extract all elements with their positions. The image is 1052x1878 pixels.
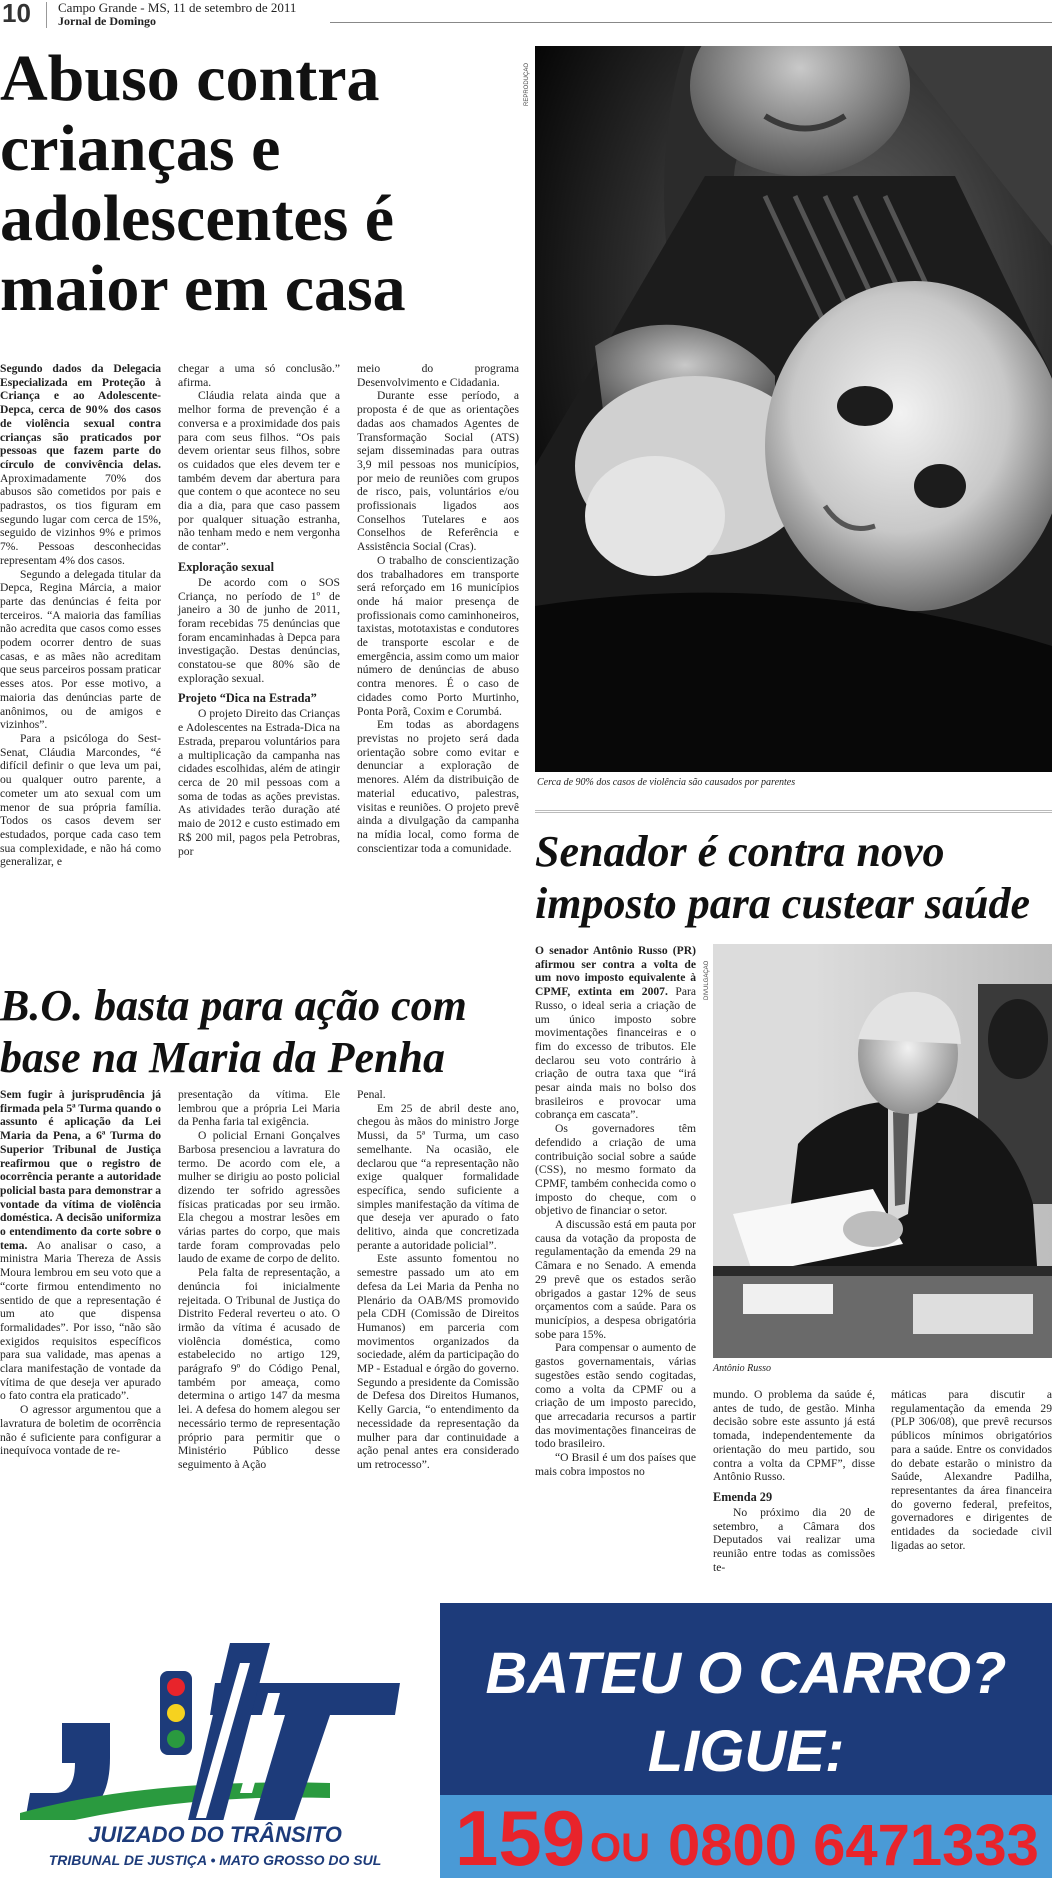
article2-column-2 [178,1088,340,1472]
article3-para: No próximo dia 20 de setembro, a Câmara dos Deputados vai realizar uma reunião entre todas as comissões te- [713,1505,875,1574]
article2-lead: Sem fugir à jurisprudência já firmada pela 5ª Turma quando o assunto é aplicação da Lei Maria da Pena, a 6ª Turma do Superior Tribunal de Justiça reafirmou que o registro de ocorrência perante a autoridade policial basta para demonstrar a vontade da vítima de violência doméstica. A decisão uniformiza o entendimento da corte sobre o tema. [0,1088,161,1252]
ad-graphic [0,1603,1052,1878]
photo2-caption: Antônio Russo [713,1363,772,1374]
photo2-credit: DIVULGAÇÃO [704,960,710,1000]
article1-para: Segundo a delegada titular da Depca, Regina Márcia, a maior parte das denúncias é feita por terceiros. “A maioria das famílias não acredita que casos como esses podem ocorrer dentro de suas casas, e as mães não acreditam que seus parceiros possam praticar esses atos. Por esse motivo, a maioria das denúncias parte de anônimos, ou de amigos e vizinhos”. [0,567,161,732]
photo-child-with-doll [535,46,1052,772]
senator-image [713,944,1052,1358]
article3-para: mundo. O problema da saúde é, antes de tudo, de gestão. Minha decisão sobre este assunto já está tomada, independentemente da orientação do meu partido, sou contra a volta da CPMF”, disse Antônio Russo. [713,1388,875,1484]
headline-senador: Senador é contra novo imposto para custear saúde [535,827,1031,928]
article3-lead: O senador Antônio Russo (PR) afirmou ser contra a volta de um novo imposto equivalente à CPMF, extinta em 2007. [535,944,696,999]
article1-para: Durante esse período, a proposta é de que as orientações dadas aos chamados Agentes de Transformação Social (ATS) sejam disseminadas para outras 3,9 mil pessoas nos municípios, por meio de reuniões com grupos de risco, pais, voluntários e/ou profissionais ligados aos Conselhos Tutelares e aos Conselhos de Referência e Assistência Social (Cras). [357,389,519,554]
article2-para: Pela falta de representação, a denúncia foi inicialmente rejeitada. O Tribunal de Justiça do Distrito Federal reverteu o ato. O irmão da vítima é acusado de violência doméstica, como estabelecido no artigo 129, parágrafo 9º do Código Penal, também por ameaça, como determina o artigo 147 da mesma lei. A defesa do homem alegou ser necessário termo de representação próprio para permitir que o Ministério Público desse seguimento à Ação [178,1266,340,1471]
article2-para: Ao analisar o caso, a ministra Maria Thereza de Assis Moura lembrou em seu voto que a “corte firmou entendimento no sentido de que a representação é um ato que dispensa formalidades”. Por isso, “não são exigidos requisitos específicos para sua validade, mas apenas a clara manifestação de vontade da vítima de que deseja ver apurado o fato contra ela praticado”. [0,1238,161,1403]
ad-logo-subtext: TRIBUNAL DE JUSTIÇA • MATO GROSSO DO SUL [48,1852,382,1868]
article1-column-3 [357,362,519,855]
article3-para: máticas para discutir a regulamentação da emenda 29 (PLP 306/08), que prevê recursos públicos mínimos obrigatórios para a saúde. Entre os convidados do debate estarão o ministro da Saúde, Alexandre Padilha, representantes da área financeira do governo federal, prefeitos, governadores e dirigentes de entidades da sociedade civil ligadas ao setor. [891,1388,1052,1552]
header-rule [330,22,1052,23]
article3-para: Para compensar o aumento de gastos governamentais, várias sugestões estão sendo cogitadas, como a volta da CPMF ou a criação de um imposto parecido, que arrecadaria recursos a partir das movimentações financeiras de todo brasileiro. [535,1341,696,1451]
article1-column-1 [0,362,161,869]
article2-column-3 [357,1088,519,1472]
page-number: 10 [2,0,31,28]
header-dateline: Campo Grande - MS, 11 de setembro de 2011 [58,0,297,15]
ad-headline: BATEU O CARRO? [485,1641,1007,1706]
header-separator [46,2,47,28]
article1-para: Cláudia relata ainda que a melhor forma de prevenção é a conversa e a proximidade dos pais para com seus filhos. “Os pais devem orientar seus filhos, sobre os cuidados que eles devem ter e também devem dar abertura para que contem o que acontece no seu dia a dia, para que caso passem por qualquer situação estranha, não tenham medo e nem vergonha de contar”. [178,389,340,554]
article2-para: O policial Ernani Gonçalves Barbosa presenciou a lavratura do termo. De acordo com ele, a mulher se dirigiu ao posto policial dizendo ter sofrido agressões físicas praticadas por seu irmão. Ela chegou a mostrar lesões em várias partes do corpo, que mais tarde foram comprovadas pelo laudo de exame de corpo de delito. [178,1129,340,1266]
photo1-credit: REPRODUÇÃO [524,62,530,106]
article2-column-1 [0,1088,161,1458]
article3-para: Para Russo, o ideal seria a criação de um único imposto sobre movimentações financeiras e o fim do excesso de tributos. Ele declarou seu voto contrário à criação de outra taxa que “irá pesar ainda mais no bolso dos brasileiros e provocar uma cobrança em cascata”. [535,985,697,1122]
article3-para: Os governadores têm defendido a criação de uma contribuição social sobre a saúde (CSS), no mesmo formato da CPMF, também conhecida como o imposto do cheque, com o objetivo de financiar o setor. [535,1122,696,1218]
article3-column-2 [713,1388,875,1574]
ad-phone-short[interactable]: 159 [455,1794,586,1878]
article3-para: A discussão está em pauta por causa da votação da proposta de regulamentação da emenda 29 na Câmara e no Senado. A emenda 29 prevê que os estados serão obrigados a gastar 12% de seus orçamentos com a saúde. Para os municípios, a despesa obrigatória sobe para 15%. [535,1218,696,1341]
child-doll-image [535,46,1052,772]
ad-logo-text: JUIZADO DO TRÂNSITO [88,1822,342,1847]
ad-call: LIGUE: [647,1719,845,1784]
article3-para: “O Brasil é um dos países que mais cobra impostos no [535,1451,696,1478]
photo1-caption: Cerca de 90% dos casos de violência são causados por parentes [537,777,796,788]
article2-para: O agressor argumentou que a lavratura de boletim de ocorrência não é suficiente para configurar a inequívoca vontade de re- [0,1403,161,1458]
article1-para: Para a psicóloga do Sest-Senat, Cláudia Marcondes, “é difícil definir o que leva um pai, ou qualquer outro parente, a cometer um ato sexual com um menor de sua própria família. Todos os casos devem ser estudados, porque cada caso tem sua complexidade, e não há como generalizar, e [0,731,161,869]
article3-column-3 [891,1388,1052,1552]
article2-para: Em 25 de abril deste ano, chegou às mãos do ministro Jorge Mussi, da 5ª Turma, um caso semelhante. Na ocasião, ele declarou que “a representação não exige qualquer formalidade específica, sendo suficiente a simples manifestação da vítima de que deseja ver apurado o fato delitivo, ainda que concretizada perante a autoridade policial”. [357,1101,519,1252]
article1-para: chegar a uma só conclusão.” afirma. [178,362,340,389]
article1-para: O trabalho de conscientização dos trabalhadores em transporte será reforçado em 16 municípios onde há maior presença de profissionais como caminhoneiros, taxistas, mototaxistas e condutores de transporte escolar e de emergência, assim como um maior número de denúncias de abuso contra menores. É o caso de cidades como Porto Murtinho, Ponta Porã, Coxim e Corumbá. [357,553,519,718]
header-publication: Jornal de Domingo [58,14,157,28]
article1-para: meio do programa Desenvolvimento e Cidadania. [357,362,519,389]
subhead-emenda-29: Emenda 29 [713,1489,773,1504]
ad-or: OU [590,1826,650,1870]
article1-para: De acordo com o SOS Criança, no período de 1º de janeiro a 30 de junho de 2011, foram recebidas 75 denúncias que foram encaminhadas à Depca para investigação. Destas denúncias, constatou-se que 80% são de exploração sexual. [178,575,340,685]
photo-senator [713,944,1052,1358]
article2-para: presentação da vítima. Ele lembrou que a própria Lei Maria da Penha faria tal exigência. [178,1088,340,1129]
article1-para: Aproximadamente 70% dos abusos são cometidos por pais e padrastos, os tios figuram em segundo lugar com cerca de 15%, seguido de vizinhos 9% e primos 7%. Pessoas desconhecidas representam 4% dos casos. [0,471,161,567]
headline-abuso: Abuso contra crianças e adolescentes é maior em casa [0,42,406,325]
subhead-exploracao: Exploração sexual [178,559,274,574]
section-divider [535,810,1052,813]
article2-para: Este assunto fomentou no semestre passado um ato em defesa da Lei Maria da Penha no Plenário da OAB/MS promovido pela CDH (Comissão de Direitos Humanos) em parceria com movimentos organizados da sociedade, além da participação do MP - Estadual e órgão do governo. Segundo a presidente da Comissão de Defesa dos Direitos Humanos, Kelly Garcia, “o entendimento da necessidade da representação da mulher para dar continuidade a ação penal antes era considerado um retrocesso”. [357,1252,519,1471]
ad-banner-juizado-transito[interactable] [0,1603,1052,1878]
article1-para: Em todas as abordagens previstas no projeto será dada orientação sobre como evitar e denunciar a exploração de menores. Além da distribuição de material educativo, palestras, visitas e reuniões. O projeto prevê ainda a divulgação da campanha na mídia local, como forma de conscientizar toda a comunidade. [357,718,519,855]
article1-lead: Segundo dados da Delegacia Especializada em Proteção à Criança e ao Adolescente-Depca, cerca de 90% dos casos de violência sexual contra crianças são praticados por pessoas que fazem parte do círculo de convivência delas. [0,362,161,471]
article3-column-1 [535,944,696,1478]
subhead-dica-na-estrada: Projeto “Dica na Estrada” [178,691,317,706]
article1-column-2 [178,362,340,858]
headline-bo: B.O. basta para ação com base na Maria da Penha [0,981,467,1082]
ad-phone-long[interactable]: 0800 6471333 [668,1813,1039,1878]
article2-para: Penal. [357,1088,386,1101]
article1-para: O projeto Direito das Crianças e Adolescentes na Estrada-Dica na Estrada, preparou voluntários para a multiplicação da campanha nas cidades escolhidas, além de atingir cerca de 20 mil pessoas com a soma de todas as ações previstas. As atividades terão duração até maio de 2012 e custo estimado em R$ 200 mil, pagos pela Petrobras, por [178,707,340,858]
